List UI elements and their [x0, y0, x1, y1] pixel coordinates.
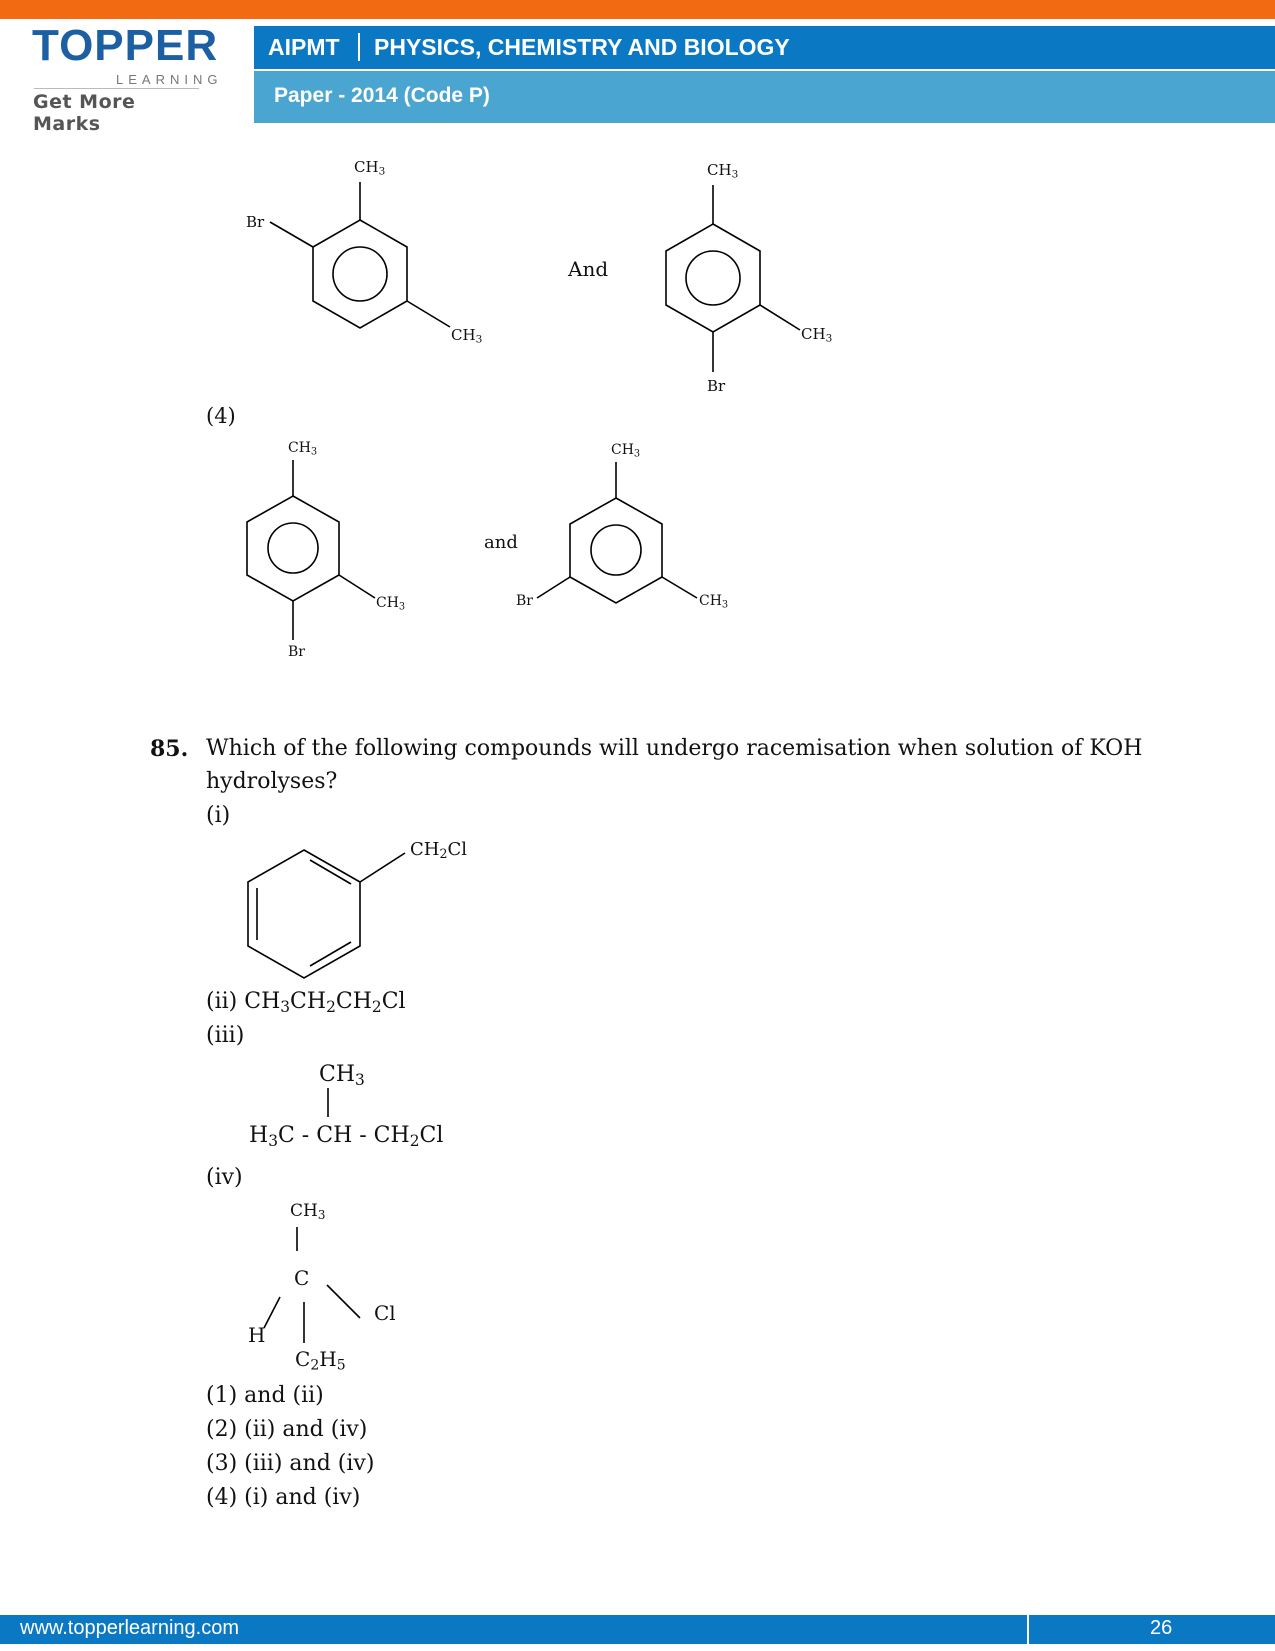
label-i: (i) [206, 803, 231, 828]
iv-top-text: $CH_3$ [290, 1201, 326, 1222]
opt4-left-right-text: $CH_3$ [376, 595, 406, 613]
i-group-text: $CH_2Cl$ [410, 839, 468, 862]
opt4-left-top [288, 440, 317, 456]
answer-option-2[interactable]: (2) (ii) and (iv) [206, 1417, 368, 1442]
iv-bottom-text: $C_2H_5$ [295, 1347, 346, 1374]
logo-tagline: Get More Marks [33, 91, 136, 135]
item-ii [206, 989, 406, 1014]
opt4-and: and [484, 532, 518, 553]
label-iv: (iv) [206, 1165, 243, 1190]
question-text-1: Which of the following compounds will undergo racemisation when solution of KOH [206, 736, 1143, 761]
opt4-left-top-text: $CH_3$ [288, 440, 318, 458]
iii-top-text: $CH_3$ [319, 1062, 365, 1089]
answer-option-4[interactable]: (4) (i) and (iv) [206, 1485, 361, 1510]
opt4-left-right [376, 595, 405, 611]
opt3-left-right [451, 326, 482, 344]
opt3-right-top [707, 161, 738, 179]
iii-main-text: $H_3C$ - CH - $CH_2Cl$ [249, 1123, 444, 1150]
footer-divider [1027, 1615, 1029, 1644]
iv-bottom [295, 1347, 346, 1374]
page-number: 26 [1150, 1617, 1173, 1639]
option4-right-ring [537, 462, 697, 603]
footer-url[interactable]: www.topperlearning.com [20, 1617, 239, 1639]
option3-left-ring [270, 182, 450, 328]
footer-bar [0, 1615, 1275, 1644]
opt4-right-br: Br [516, 593, 533, 609]
question-number: 85. [150, 736, 189, 762]
opt3-left-top-text: $CH_3$ [354, 158, 386, 178]
question-text-2: hydrolyses? [206, 769, 338, 794]
opt3-left-top [354, 158, 385, 176]
opt3-left-br: Br [246, 213, 265, 231]
i-group [410, 839, 467, 860]
opt3-right-bottom: Br [707, 377, 726, 395]
iii-main [249, 1123, 443, 1148]
opt4-right-right [699, 593, 728, 609]
opt4-right-right-text: $CH_3$ [699, 593, 729, 611]
iv-center: C [294, 1266, 310, 1290]
logo-brand: TOPPER [32, 21, 219, 70]
opt3-and: And [568, 257, 609, 281]
opt3-right-right-text: $CH_3$ [801, 325, 833, 345]
opt4-left-bottom: Br [288, 644, 305, 660]
opt3-left-right-text: $CH_3$ [451, 326, 483, 346]
option3-right-ring [666, 185, 800, 372]
iv-top [290, 1201, 325, 1221]
opt3-right-top-text: $CH_3$ [707, 161, 739, 181]
paper-code: Paper - 2014 (Code P) [274, 84, 490, 107]
iv-h: H [248, 1323, 266, 1347]
logo-sub: LEARNING [116, 72, 223, 87]
iii-top [319, 1062, 365, 1087]
iv-bonds [264, 1227, 360, 1343]
opt4-right-top [611, 442, 640, 458]
item-ii-text: (ii) $CH_3CH_2CH_2Cl$ [206, 989, 406, 1016]
exam-name: AIPMT [268, 34, 340, 60]
answer-option-1[interactable]: (1) and (ii) [206, 1383, 324, 1408]
answer-option-3[interactable]: (3) (iii) and (iv) [206, 1451, 375, 1476]
opt4-right-top-text: $CH_3$ [611, 442, 641, 460]
option4-number: (4) [206, 404, 236, 428]
benzyl-chloride-ring [248, 850, 405, 978]
label-iii: (iii) [206, 1023, 245, 1048]
option4-left-ring [247, 460, 375, 640]
opt3-right-right [801, 325, 832, 343]
iv-cl: Cl [374, 1301, 396, 1325]
subjects: PHYSICS, CHEMISTRY AND BIOLOGY [374, 34, 790, 60]
